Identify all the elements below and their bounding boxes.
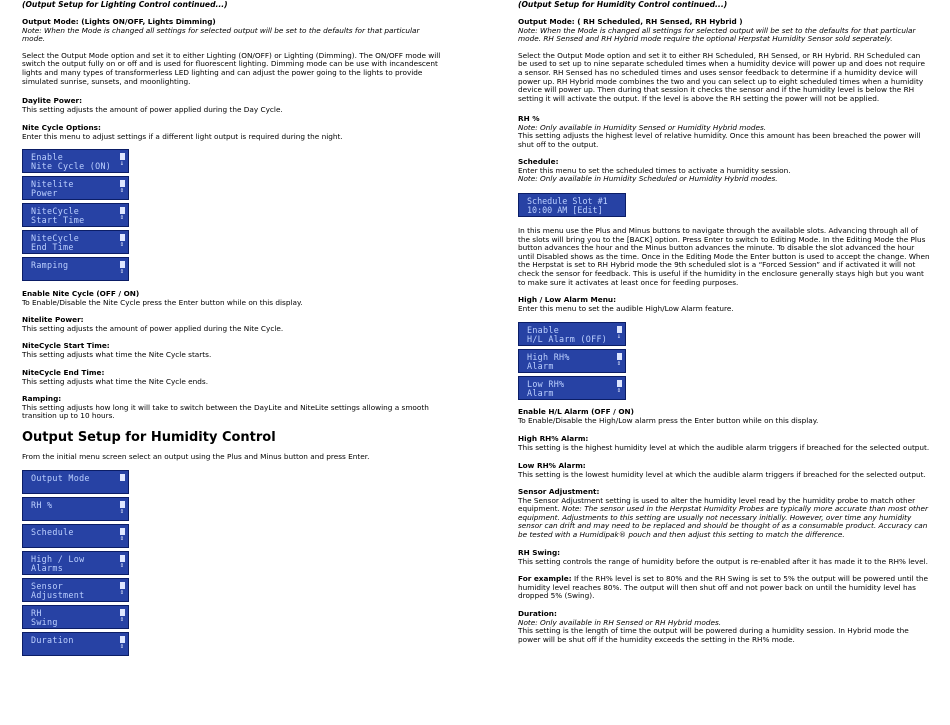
lcd-line2: Alarm	[527, 387, 554, 398]
lcd-square-icon	[119, 474, 125, 481]
lcd-line2: 10:00 AM [Edit]	[527, 204, 603, 215]
section-body: This setting is the length of time the output will be powered during a humidity session. In Hybrid mode the power will be shut off if the humidity exceeds the setting in the RH% mode.	[518, 626, 909, 644]
lcd-rh-percent	[22, 497, 129, 521]
section-body: This setting adjusts what time the Nite Cycle starts.	[22, 349, 212, 359]
lcd-nitecycle-end	[22, 230, 129, 254]
section-body: Select the Output Mode option and set it to either RH Scheduled, RH Sensed, or RH Hybrid. RH Scheduled can be used to set up to nine separate scheduled times when a humidity device will power up and does not require a sensor. RH Sensed has no scheduled times and uses sensor feedback to determine if a humidity device will power up. RH Hybrid mode combines the two and you can select up to eight scheduled times when a humidity device will power up. Then during that session it checks the sensor and if the humidity level is below the RH setting it will activate the output. If the level is above the RH setting the power will not be applied.	[518, 50, 925, 103]
lcd-high-low-alarms	[22, 551, 129, 575]
lcd-enable-alarm	[518, 322, 626, 346]
lcd-line1: Nitelite	[31, 179, 74, 189]
lcd-square-updown-icon: ⇕	[119, 636, 125, 650]
lcd-output-mode	[22, 470, 129, 494]
section-title: Sensor Adjustment:	[518, 487, 600, 496]
lcd-schedule-slot	[518, 193, 626, 217]
lcd-line2: Start Time	[31, 214, 85, 225]
ramping-section	[22, 395, 442, 421]
lcd-line1: Schedule Slot #1	[527, 196, 608, 206]
lcd-line1: High / Low	[31, 554, 85, 564]
lcd-line1: Ramping	[31, 260, 69, 270]
section-body: To Enable/Disable the Nite Cycle press the Enter button while on this display.	[22, 297, 303, 307]
section-title: High RH% Alarm:	[518, 434, 589, 443]
enable-nite-cycle-section	[22, 290, 442, 307]
lcd-enable-nite-cycle	[22, 149, 129, 173]
section-body: The Sensor Adjustment setting is used to alter the humidity level read by the humidity probe to match other equipment.	[518, 495, 916, 514]
alarm-menu-section	[518, 296, 930, 313]
section-note: Note: Only available in Humidity Sensed or Humidity Hybrid modes.	[518, 122, 767, 132]
section-body: This setting is the highest humidity level at which the audible alarm triggers if breached for the selected output.	[518, 442, 930, 452]
lcd-square-updown-icon: ⇕	[119, 609, 125, 623]
low-alarm-section	[518, 462, 930, 479]
lcd-line1: RH %	[31, 500, 53, 510]
section-title: RH %	[518, 114, 540, 123]
lcd-line1: Output Mode	[31, 473, 90, 483]
lcd-nitecycle-start	[22, 203, 129, 227]
lcd-line2: Power	[31, 187, 58, 198]
section-title: Ramping:	[22, 394, 62, 403]
lcd-line2: Nite Cycle (ON)	[31, 160, 112, 171]
section-title: NiteCycle End Time:	[22, 368, 105, 377]
enable-alarm-section	[518, 408, 930, 425]
section-body: This setting adjusts the highest level of relative humidity. Once this amount has been breached the power will shut off to the output.	[518, 131, 921, 149]
schedule-section	[518, 158, 930, 184]
lcd-line1: Enable	[527, 325, 560, 335]
section-title: Low RH% Alarm:	[518, 461, 586, 470]
example-label: For example:	[518, 574, 572, 583]
section-body: This setting is the lowest humidity level at which the audible alarm triggers if breached for the selected output.	[518, 469, 926, 479]
nitecycle-start-section	[22, 342, 442, 359]
lcd-square-updown-icon: ⇕	[616, 353, 622, 367]
section-body: This setting adjusts how long it will take to switch between the DayLite and NiteLite settings allowing a smooth transition up to 10 hours.	[22, 402, 429, 421]
section-body: This setting controls the range of humidity before the output is re-enabled after it has made it to the RH% level.	[518, 556, 928, 566]
rh-swing-section	[518, 549, 930, 566]
lcd-line2: Alarms	[31, 562, 64, 573]
nite-cycle-options-section	[22, 124, 442, 141]
nitecycle-end-section	[22, 369, 442, 386]
lcd-line2: H/L Alarm (OFF)	[527, 333, 608, 344]
section-title: Enable Nite Cycle (OFF / ON)	[22, 289, 140, 298]
lcd-line2: End Time	[31, 241, 74, 252]
section-body: This setting adjusts the amount of power applied during the Nite Cycle.	[22, 323, 284, 333]
section-title: Schedule:	[518, 157, 559, 166]
left-header: (Output Setup for Lighting Control continued...)	[22, 0, 228, 9]
right-header: (Output Setup for Humidity Control continued...)	[518, 0, 728, 9]
humidity-heading: Output Setup for Humidity Control	[22, 430, 276, 445]
section-title: Enable H/L Alarm (OFF / ON)	[518, 407, 634, 416]
lcd-square-updown-icon: ⇕	[119, 555, 125, 569]
duration-section	[518, 610, 930, 644]
lcd-rh-swing	[22, 605, 129, 629]
section-title: Output Mode: (Lights ON/OFF, Lights Dimming)	[22, 17, 216, 26]
lcd-line1: Low RH%	[527, 379, 565, 389]
example-body: If the RH% level is set to 80% and the RH Swing is set to 5% the output will be powered until the humidity level reaches 80%. The output will then shut off and not power back on until the humidity level has dropped 5% (Swing).	[518, 574, 928, 601]
humidity-output-mode-section	[518, 18, 930, 103]
section-title: RH Swing:	[518, 548, 561, 557]
lcd-line1: Duration	[31, 635, 74, 645]
lcd-low-rh-alarm	[518, 376, 626, 400]
section-body: Enter this menu to adjust settings if a different light output is required during the night.	[22, 131, 343, 141]
lighting-output-mode-section	[22, 18, 442, 86]
lcd-square-down-icon: ↓	[616, 326, 622, 340]
lcd-square-updown-icon: ⇕	[119, 234, 125, 248]
example-section	[518, 575, 930, 601]
section-body: This setting adjusts the amount of power applied during the Day Cycle.	[22, 104, 283, 114]
lcd-schedule	[22, 524, 129, 548]
lcd-sensor-adjustment	[22, 578, 129, 602]
section-title: Nitelite Power:	[22, 315, 84, 324]
lcd-line1: Enable	[31, 152, 64, 162]
lcd-line2: Alarm	[527, 360, 554, 371]
lcd-square-updown-icon: ⇕	[119, 501, 125, 515]
lcd-line1: Sensor	[31, 581, 64, 591]
lcd-square-updown-icon: ⇕	[119, 207, 125, 221]
lcd-line2: Adjustment	[31, 589, 85, 600]
daylite-power-section	[22, 97, 442, 114]
section-body: Enter this menu to set the audible High/Low Alarm feature.	[518, 303, 734, 313]
nitelite-power-section	[22, 316, 442, 333]
section-note: Note: When the Mode is changed all settings for selected output will be set to the defaults for that particular mode.	[22, 25, 420, 44]
section-note: Note: When the Mode is changed all settings for selected output will be set to the defaults for that particular mode. RH Sensed and RH Hybrid mode require the optional Herpstat Humidity Sensor sold seperately.	[518, 25, 916, 44]
sensor-adjustment-section	[518, 488, 930, 540]
section-title: Daylite Power:	[22, 96, 83, 105]
section-body: To Enable/Disable the High/Low alarm press the Enter button while on this display.	[518, 415, 819, 425]
lcd-line2: Swing	[31, 616, 58, 627]
section-note: Note: Only available in Humidity Scheduled or Humidity Hybrid modes.	[518, 174, 778, 184]
lcd-square-updown-icon: ⇕	[119, 582, 125, 596]
section-body: Select the Output Mode option and set it to either Lighting (ON/OFF) or Lighting (Dimming). The ON/OFF mode will switch the output fully on or off and is used for fluorescent lighting. Dimming mode can be use with incandescent lights and many types of transformerless LED lighting and can adjust the power going to the lights to provide simulated sunrise, sunsets, and moonlighting.	[22, 50, 441, 86]
lcd-square-updown-icon: ⇕	[119, 180, 125, 194]
lcd-square-down-icon: ↓	[119, 153, 125, 167]
lcd-ramping	[22, 257, 129, 281]
lcd-line1: High RH%	[527, 352, 570, 362]
rh-percent-section	[518, 115, 930, 149]
section-note: Note: The sensor used in the Herpstat Humidity Probes are typically more accurate than most other equipment. Adjustments to this setting are usually not necessary initially. However, over time any humidity sensor can drift and may need to be replaced and should be thought of as a consumable product. Accuracy can be tested with a Humidipak® pouch and then adjust this setting to match the difference.	[518, 504, 928, 539]
lcd-square-updown-icon: ⇕	[616, 380, 622, 394]
section-note: Note: Only available in RH Sensed or RH Hybrid modes.	[518, 617, 722, 627]
lcd-line1: Schedule	[31, 527, 74, 537]
lcd-square-updown-icon: ⇕	[119, 261, 125, 275]
lcd-line1: NiteCycle	[31, 233, 80, 243]
section-title: High / Low Alarm Menu:	[518, 295, 617, 304]
section-title: Nite Cycle Options:	[22, 123, 101, 132]
lcd-high-rh-alarm	[518, 349, 626, 373]
section-title: Duration:	[518, 609, 557, 618]
lcd-nitelite-power	[22, 176, 129, 200]
section-title: Output Mode: ( RH Scheduled, RH Sensed, RH Hybrid )	[518, 17, 743, 26]
lcd-duration	[22, 632, 129, 656]
humidity-intro: From the initial menu screen select an output using the Plus and Minus button and press Enter.	[22, 452, 370, 461]
schedule-body: In this menu use the Plus and Minus buttons to navigate through the available slots. Advancing through all of the slots will bring you to the [BACK] option. Press Enter to switch to Editing Mode. In the Editing Mode the Plus button advances the hour and the Minus button advances the minute. To disable the slot advanced the hour until Disabled shows as the time. Once in the Editing Mode the Enter button is used to accept the change. When the Herpstat is set to RH Hybrid mode the 9th scheduled slot is a “Forced Session” and if activated it will not check the sensor for feedback. This is useful if the humidity in the enclosure generally stays high but you want to make sure it activates at least once for feeding purposes.	[518, 226, 930, 287]
high-alarm-section	[518, 435, 930, 452]
section-body: Enter this menu to set the scheduled times to activate a humidity session.	[518, 165, 791, 175]
lcd-line1: RH	[31, 608, 42, 618]
lcd-square-updown-icon: ⇕	[119, 528, 125, 542]
section-body: This setting adjusts what time the Nite Cycle ends.	[22, 376, 209, 386]
lcd-line1: NiteCycle	[31, 206, 80, 216]
section-title: NiteCycle Start Time:	[22, 341, 110, 350]
